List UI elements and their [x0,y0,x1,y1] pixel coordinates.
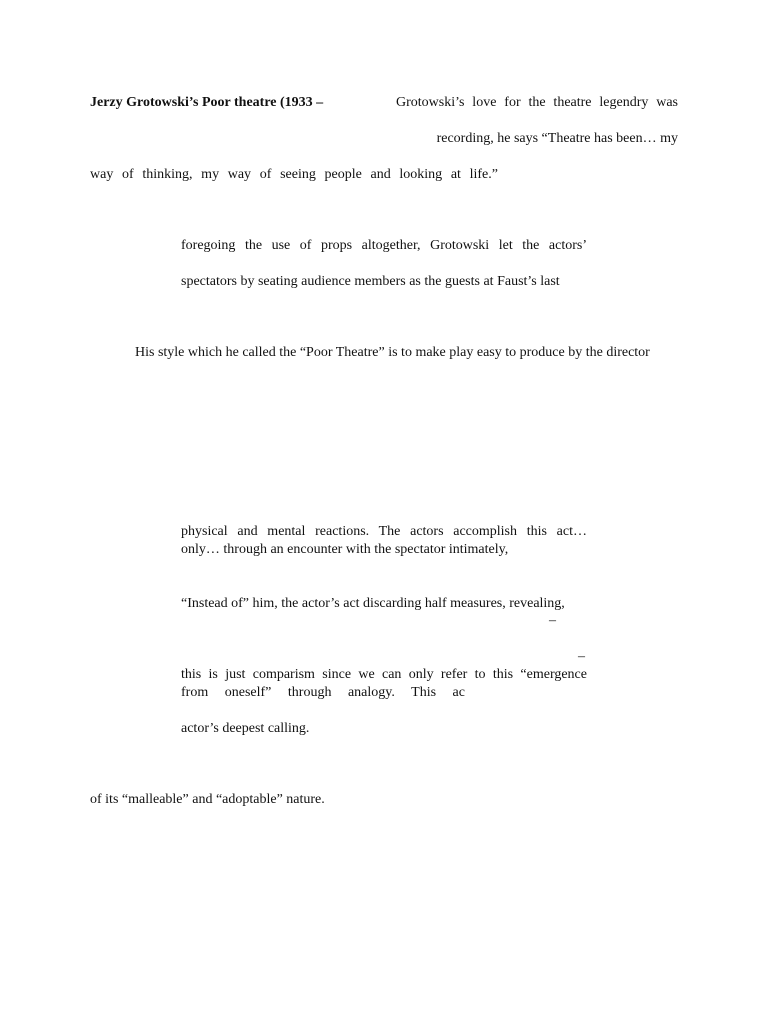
quote-block-2-line-1: physical and mental reactions. The actors accomplish this act… [181,524,587,539]
quote-block-3-line-1: “Instead of” him, the actor’s act discarding half measures, revealing, [181,596,565,611]
quote-block-3-dash-1: – [549,613,556,628]
paragraph-1-line-3: way of thinking, my way of seeing people and looking at life.” [90,167,498,182]
paragraph-1-line-1: Grotowski’s love for the theatre legendry was [396,95,678,110]
paragraph-1-line-2: recording, he says “Theatre has been… my [436,131,678,146]
quote-block-1-line-2: spectators by seating audience members as the guests at Faust’s last [181,274,560,289]
paragraph-3-line-1: of its “malleable” and “adoptable” nature. [90,792,325,807]
quote-block-3-line-4: actor’s deepest calling. [181,721,310,736]
heading-title: Jerzy Grotowski’s Poor theatre (1933 – [90,95,324,110]
quote-block-3-line-3: from oneself” through analogy. This ac [181,685,465,700]
quote-block-3-line-2: this is just comparism since we can only refer to this “emergence [181,667,587,682]
quote-block-3-dash-2: – [578,649,585,664]
quote-block-2-line-2: only… through an encounter with the spectator intimately, [181,542,509,557]
quote-block-1-line-1: foregoing the use of props altogether, Grotowski let the actors’ [181,238,587,253]
paragraph-2-line-1: His style which he called the “Poor Theatre” is to make play easy to produce by the director [135,345,650,360]
